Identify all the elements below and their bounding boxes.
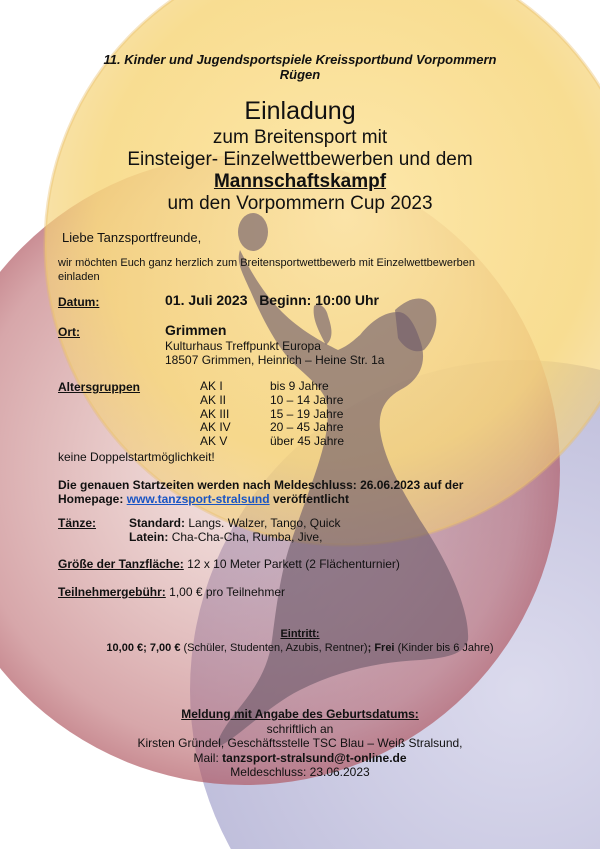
age-groups-label: Altersgruppen [58,380,141,394]
title-line-4: um den Vorpommern Cup 2023 [167,193,433,214]
date-label: Datum: [58,295,100,309]
place-city: Grimmen [165,322,227,338]
place-address: 18507 Grimmen, Heinrich – Heine Str. 1a [165,353,385,367]
email-address[interactable]: tanzsport-stralsund@t-online.de [222,750,407,765]
participant-fee: Teilnehmergebühr: 1,00 € pro Teilnehmer [58,585,285,599]
age-groups-table [200,380,344,449]
greeting: Liebe Tanzsportfreunde, [62,230,202,245]
place-venue: Kulturhaus Treffpunkt Europa [165,339,321,353]
intro-line-1: wir möchten Euch ganz herzlich zum Breitensportwettbewerb mit Einzelwettbewerben [58,257,475,269]
age-row: AK II 10 – 14 Jahre [200,392,344,407]
intro-text [58,256,475,284]
entry-block [0,627,600,655]
entry-prices: 10,00 €; 7,00 € (Schüler, Studenten, Azubis, Rentner); Frei (Kinder bis 6 Jahre) [106,642,494,654]
begin-time: Beginn: 10:00 Uhr [259,292,379,308]
start-times-line-1: Die genauen Startzeiten werden nach Meldeschluss: 26.06.2023 auf der [58,478,464,492]
dances-list: Standard: Langs. Walzer, Tango, Quick Latein: Cha-Cha-Cha, Rumba, Jive, [129,516,341,544]
registration-deadline: Meldeschluss: 23.06.2023 [230,765,370,779]
place-details [165,322,384,367]
entry-label: Eintritt: [280,628,320,640]
header-line-2: Rügen [279,67,321,82]
double-start-note: keine Doppelstartmöglichkeit! [58,450,215,464]
age-row: AK III 15 – 19 Jahre [200,406,344,421]
date-value [165,292,379,308]
floor-size: Größe der Tanzfläche: 12 x 10 Meter Parkett (2 Flächenturnier) [58,557,400,571]
title-block [0,95,600,215]
page-title: Einladung [244,97,356,125]
dances-label: Tänze: [58,516,97,530]
title-line-1: zum Breitensport mit [212,127,388,148]
place-label: Ort: [58,325,80,339]
standard-dances: Langs. Walzer, Tango, Quick [188,516,341,530]
latin-dances: Cha-Cha-Cha, Rumba, Jive, [171,530,323,544]
age-row: AK I bis 9 Jahre [200,379,329,393]
title-line-3: Mannschaftskampf [213,171,387,192]
header-line-1: 11. Kinder und Jugendsportspiele Kreissportbund Vorpommern [103,52,497,67]
registration-heading: Meldung mit Angabe des Geburtsdatums: [181,707,419,721]
title-line-2: Einsteiger- Einzelwettbewerben und dem [127,149,473,170]
homepage-link[interactable]: www.tanzsport-stralsund [126,492,270,506]
event-header [0,52,600,82]
date-text: 01. Juli 2023 [165,292,248,308]
registration-block: Meldung mit Angabe des Geburtsdatums: schriftlich an Kirsten Gründel, Geschäftsstelle TSC Blau – Weiß Stralsund, Mail: tanzsport-stralsund@t-online.de Meldeschluss: 23.06.2023 [0,707,600,780]
age-row: AK IV 20 – 45 Jahre [200,420,344,435]
start-times-notice: Die genauen Startzeiten werden nach Meldeschluss: 26.06.2023 auf der Homepage: www.tanzsport-stralsund veröffentlicht [58,478,464,506]
age-row: AK V über 45 Jahre [200,434,345,449]
intro-line-2: einladen [58,271,100,283]
